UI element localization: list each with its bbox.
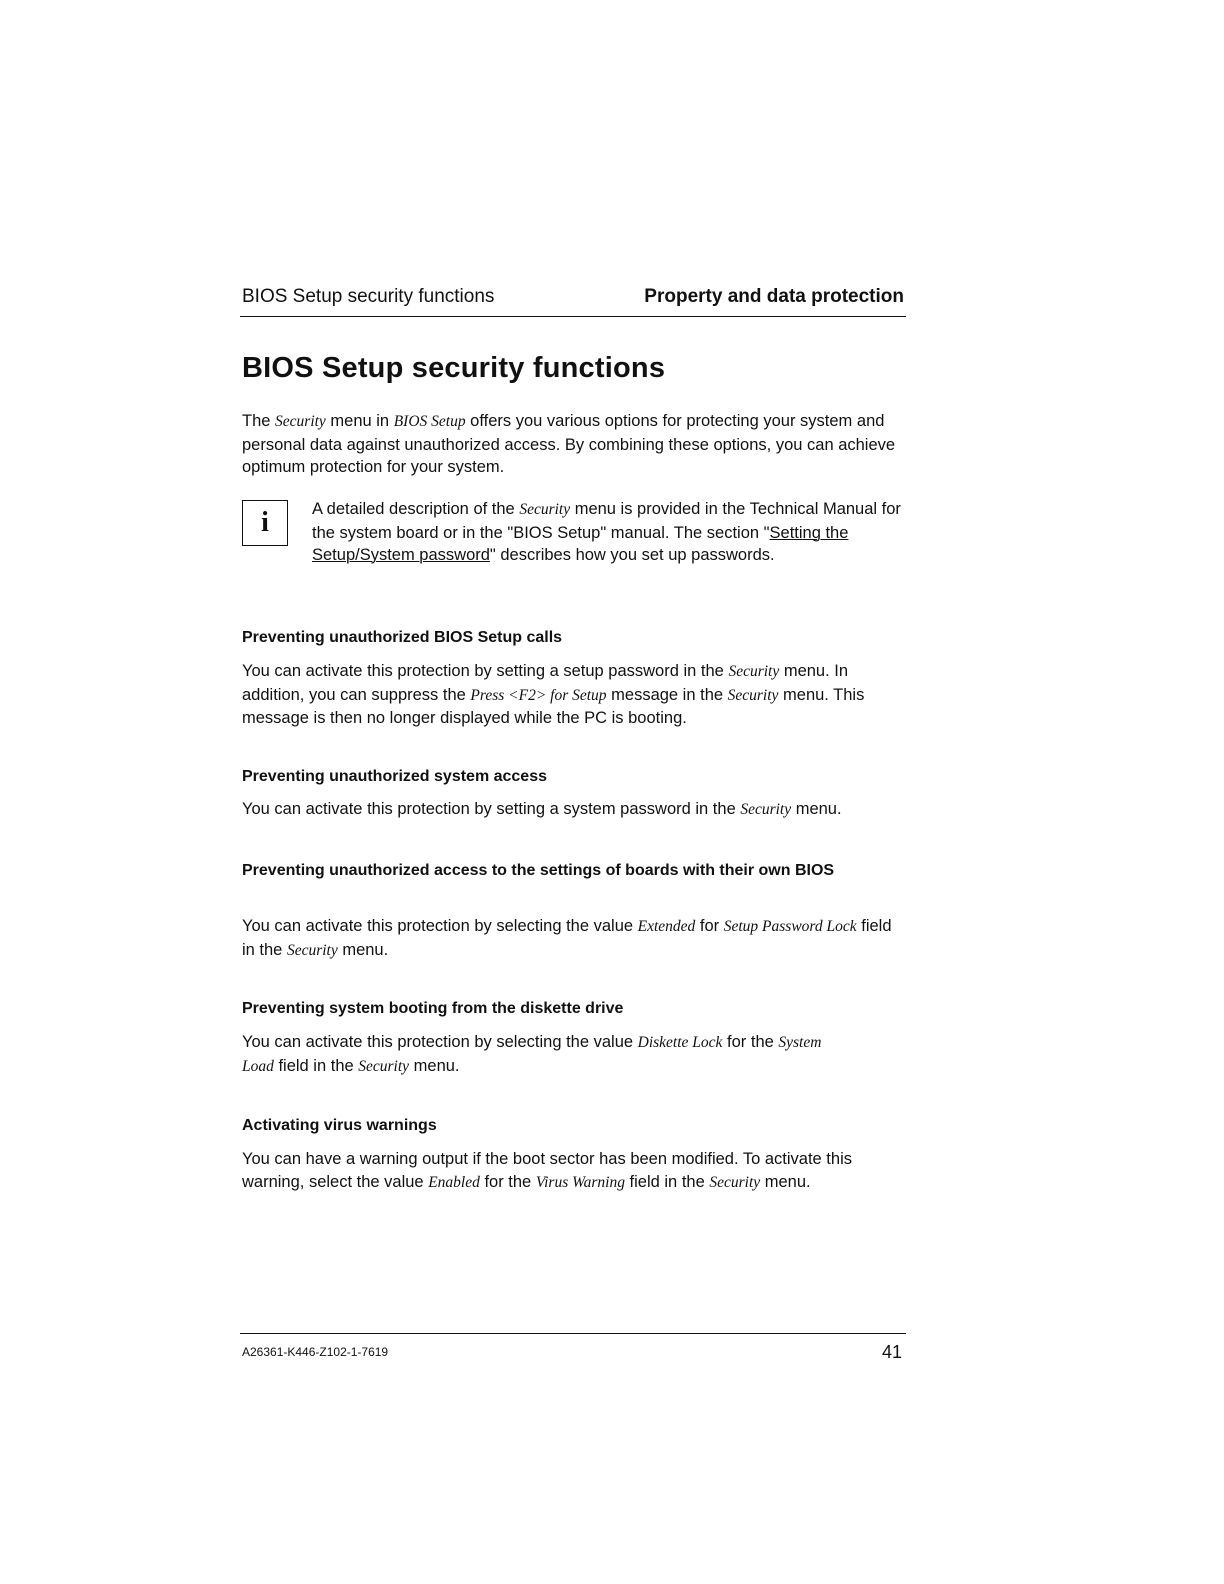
text-run: for — [695, 917, 724, 935]
section-body-bios-setup-calls — [242, 660, 902, 730]
text-run: A detailed description of the — [312, 500, 520, 518]
running-header-chapter: Property and data protection — [644, 286, 904, 307]
text-run: You can have a warning output if the boot sector has been modified. To activate this warning, select the value — [242, 1150, 852, 1191]
page-title: BIOS Setup security functions — [242, 352, 666, 384]
info-note — [312, 498, 902, 567]
info-icon — [242, 500, 288, 546]
section-body-system-access — [242, 798, 902, 822]
text-run: menu. — [337, 940, 389, 959]
text-run: field in the — [273, 1056, 359, 1075]
cross-reference-link[interactable]: Setting the Setup/System password — [312, 523, 849, 564]
page-number: 41 — [881, 1342, 902, 1362]
value-name: Diskette Lock — [637, 1034, 723, 1051]
menu-name: Security — [728, 663, 780, 680]
value-name: Enabled — [428, 1173, 480, 1191]
field-name: Setup Password Lock — [723, 918, 857, 935]
field-name: System Load — [242, 1034, 822, 1075]
running-header-section: BIOS Setup security functions — [242, 286, 495, 307]
text-run: menu. — [791, 800, 842, 818]
menu-name: Security — [740, 801, 792, 818]
text-run: field in the — [624, 1172, 710, 1191]
menu-name: Security — [286, 941, 338, 959]
info-icon-glyph: i — [261, 507, 269, 538]
footer-rule — [240, 1333, 906, 1334]
section-heading-board-bios: Preventing unauthorized access to the settings of boards with their own BIOS — [242, 862, 835, 879]
text-run: menu. This message is then no longer displayed while the PC is booting. — [242, 685, 865, 727]
menu-name: Security — [275, 413, 326, 430]
text-run: for the — [722, 1033, 779, 1051]
program-name: BIOS Setup — [393, 413, 466, 430]
section-heading-diskette-boot: Preventing system booting from the diskette drive — [242, 1000, 624, 1017]
section-heading-virus-warnings: Activating virus warnings — [242, 1117, 437, 1134]
text-run: menu. — [409, 1056, 460, 1075]
value-name: Extended — [637, 918, 696, 935]
text-run: message in the — [606, 685, 728, 704]
message-name: Press <F2> for Setup — [470, 686, 607, 704]
text-run: You can activate this protection by selecting the value — [242, 917, 638, 935]
field-name: Virus Warning — [535, 1173, 625, 1191]
text-run: offers you various options for protecting your system and personal data against unauthorized access. By combining these options, you can achieve optimum protection for your system. — [242, 412, 896, 476]
section-body-board-bios — [242, 915, 902, 962]
menu-name: Security — [727, 686, 779, 704]
menu-name: Security — [358, 1057, 410, 1075]
text-run: for the — [479, 1172, 536, 1191]
manual-page — [240, 0, 906, 1584]
menu-name: Security — [519, 501, 571, 518]
text-run: menu. — [760, 1172, 811, 1191]
section-body-diskette-boot — [242, 1031, 842, 1078]
text-run: You can activate this protection by selecting the value — [242, 1033, 638, 1051]
section-heading-system-access: Preventing unauthorized system access — [242, 768, 547, 785]
text-run: menu in — [325, 412, 394, 430]
text-run: menu is provided in the Technical Manual for the system board or in the "BIOS Setup" manual. The section " — [312, 500, 901, 542]
document-number: A26361-K446-Z102-1-7619 — [242, 1345, 389, 1359]
text-run: field in the — [242, 917, 892, 959]
text-run: " describes how you set up passwords. — [489, 546, 775, 564]
menu-name: Security — [709, 1173, 761, 1191]
running-header — [240, 286, 906, 317]
text-run: You can activate this protection by setting a setup password in the — [242, 662, 729, 680]
section-heading-bios-setup-calls: Preventing unauthorized BIOS Setup calls — [242, 629, 563, 646]
text-run: You can activate this protection by setting a system password in the — [242, 800, 741, 818]
section-body-virus-warnings — [242, 1148, 902, 1194]
text-run: The — [242, 412, 276, 430]
text-run: menu. In addition, you can suppress the — [242, 662, 849, 704]
intro-paragraph — [242, 410, 902, 479]
